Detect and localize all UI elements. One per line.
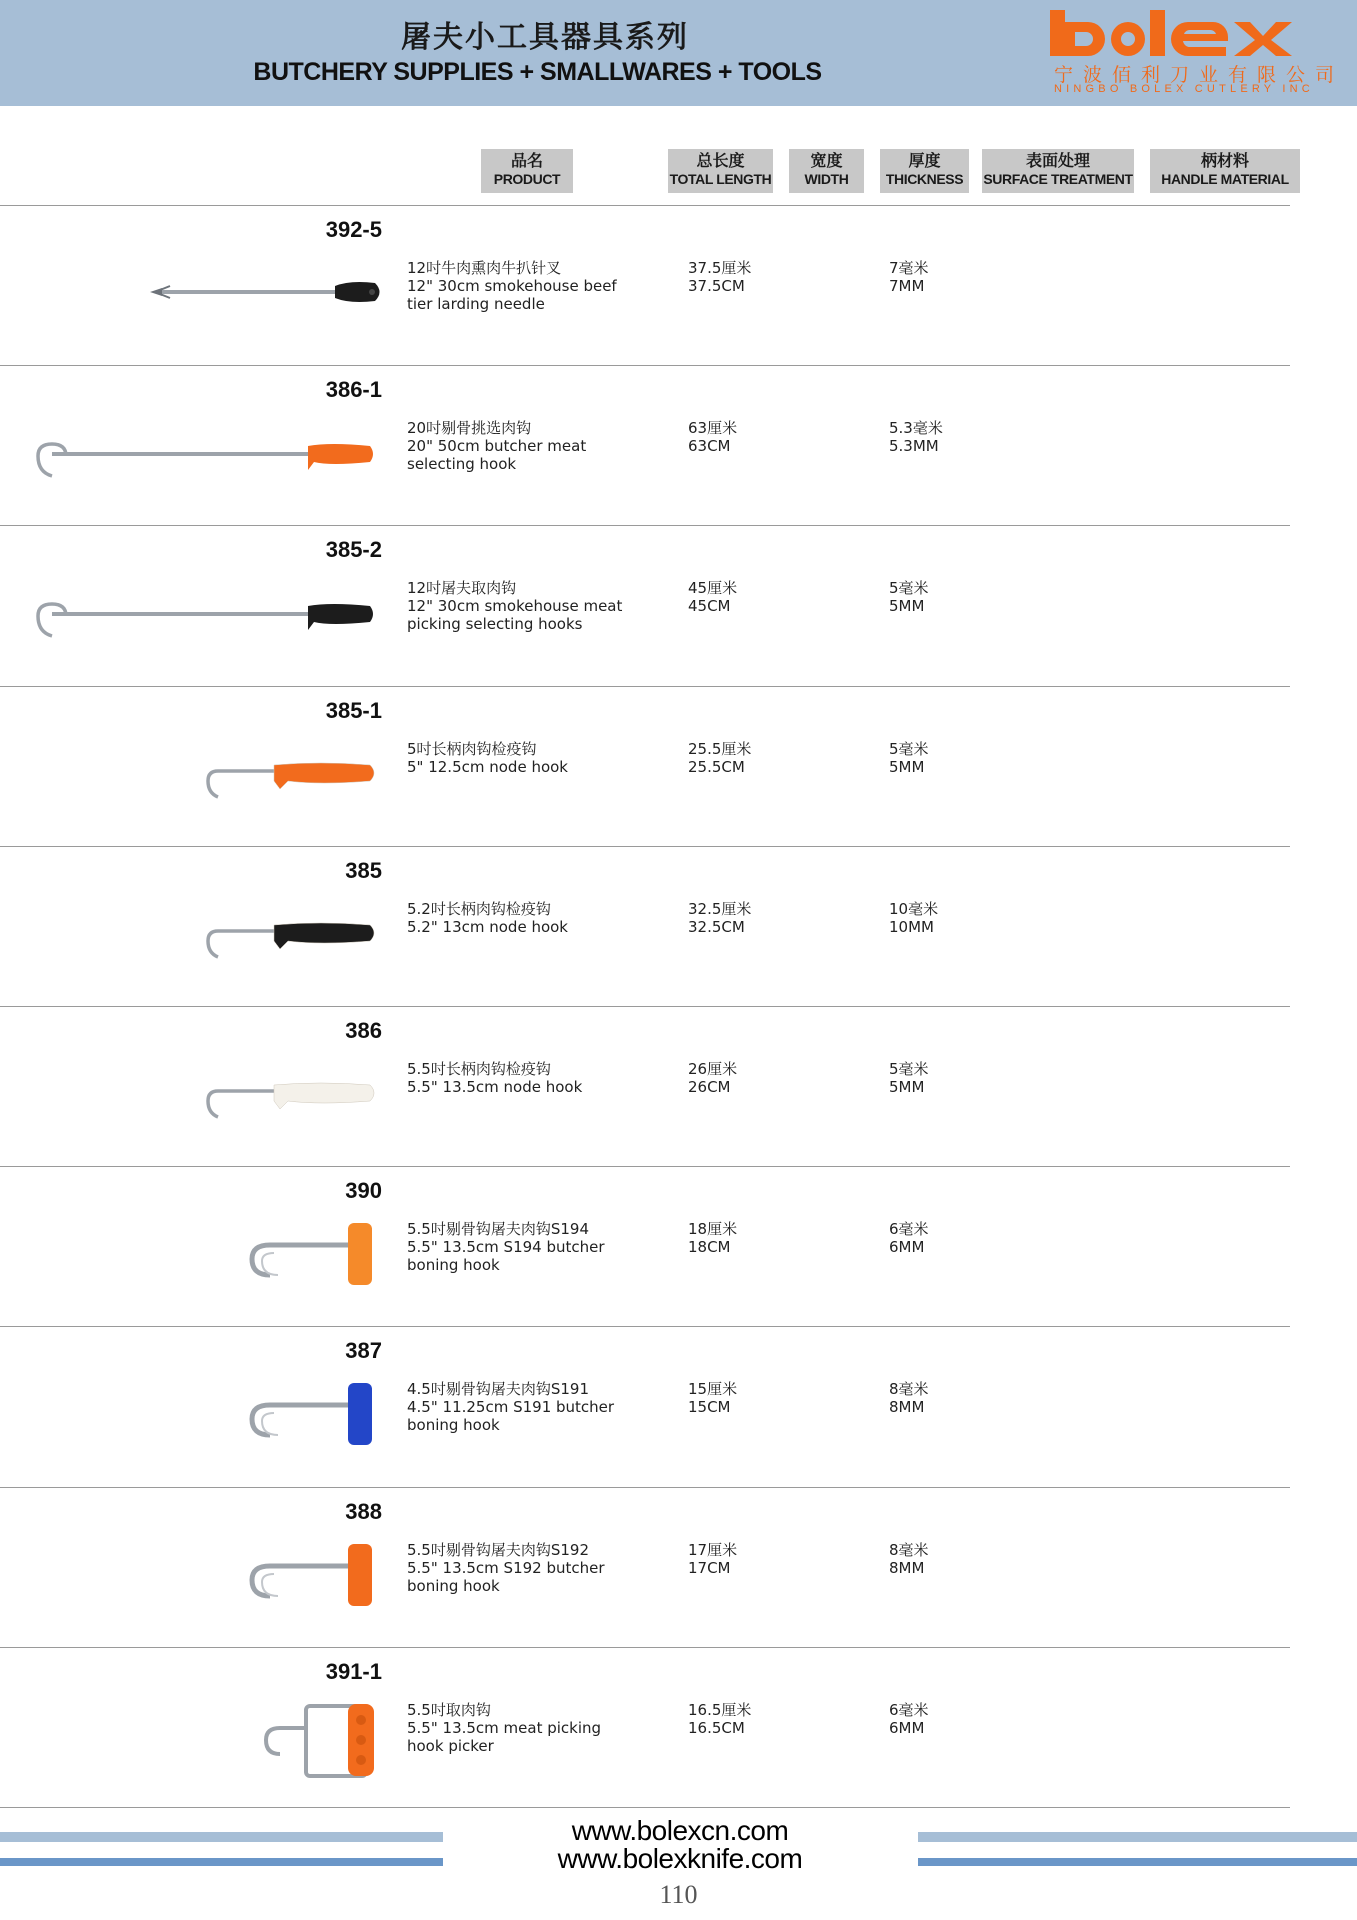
thickness-cn: 8毫米 (889, 1380, 929, 1399)
product-name-en: 12" 30cm smokehouse meat (407, 597, 623, 616)
product-name-en: 5.2" 13cm node hook (407, 917, 568, 936)
product-name-en: 5" 12.5cm node hook (407, 757, 568, 776)
product-code: 385-1 (325, 697, 382, 723)
column-header-width (789, 149, 864, 193)
thickness-en: 6MM (889, 1238, 925, 1257)
length-en: 63CM (688, 437, 731, 456)
thickness-cn: 6毫米 (889, 1700, 929, 1719)
product-description (407, 1701, 637, 1755)
table-row (0, 1166, 1357, 1326)
product-name-en: 5.5" 13.5cm node hook (407, 1078, 583, 1096)
length-en: 16.5CM (688, 1718, 745, 1737)
thickness-cn: 5毫米 (889, 1060, 929, 1078)
product-name-cn: 12吋屠夫取肉钩 (407, 579, 517, 598)
company-name-en: NINGBO BOLEX CUTLERY INC (1054, 83, 1314, 95)
boning-hook-icon (30, 1532, 390, 1622)
product-description (407, 579, 637, 633)
thickness-cn: 5毫米 (889, 739, 929, 758)
product-name-cn: 5.5吋取肉钩 (407, 1700, 491, 1719)
thickness-en: 6MM (889, 1718, 925, 1737)
product-code: 387 (345, 1338, 382, 1364)
product-name-en: 12" 30cm smokehouse beef (407, 277, 617, 295)
product-name-en: 5.5" 13.5cm S192 butcher (407, 1558, 605, 1577)
product-name-cn: 4.5吋剔骨钩屠夫肉钩S191 (407, 1380, 590, 1399)
product-name-cn: 12吋牛肉熏肉牛扒针叉 (407, 259, 562, 277)
long-hook-icon (30, 410, 390, 500)
total-length-cell (688, 579, 798, 615)
table-row (0, 205, 1357, 365)
product-code: 390 (345, 1178, 382, 1204)
larding-needle-icon (30, 250, 390, 340)
column-header-cn: 总长度 (696, 151, 745, 170)
table-row (0, 1006, 1357, 1166)
boning-hook-icon (30, 1211, 390, 1301)
frame-hook-icon (30, 1692, 390, 1782)
product-name-en: 4.5" 11.25cm S191 butcher (407, 1398, 615, 1417)
column-header-cn: 宽度 (810, 151, 843, 170)
product-code: 392-5 (325, 217, 382, 242)
length-en: 45CM (688, 597, 731, 616)
row-divider (0, 846, 1290, 847)
product-description (407, 1060, 637, 1096)
node-hook-icon (30, 1051, 390, 1141)
product-description (407, 1541, 637, 1595)
page-number: 110 (659, 1880, 698, 1909)
product-description (407, 1380, 637, 1434)
page-title-cn: 屠夫小工具器具系列 (401, 20, 689, 55)
thickness-cell (889, 259, 999, 295)
thickness-cn: 5毫米 (889, 579, 929, 598)
product-name-cn: 5.5吋剔骨钩屠夫肉钩S192 (407, 1540, 590, 1559)
column-header-cn: 柄材料 (1200, 151, 1249, 170)
product-name-en: 5.5" 13.5cm meat picking (407, 1718, 602, 1737)
thickness-cn: 5.3毫米 (889, 419, 943, 438)
length-cn: 16.5厘米 (688, 1700, 752, 1719)
page-header (0, 0, 1357, 106)
row-divider (0, 205, 1290, 206)
company-name-cn: 宁波佰利刀业有限公司 (1054, 64, 1345, 86)
website-link-bolexcn[interactable]: www.bolexcn.com (571, 1815, 789, 1846)
length-cn: 63厘米 (688, 419, 738, 438)
thickness-en: 10MM (889, 917, 934, 936)
table-row (0, 1326, 1357, 1486)
total-length-cell (688, 1060, 798, 1096)
column-header-cn: 厚度 (908, 151, 941, 170)
row-divider (0, 1647, 1290, 1648)
thickness-cn: 6毫米 (889, 1220, 929, 1239)
table-row (0, 1647, 1357, 1807)
length-cn: 26厘米 (688, 1060, 738, 1078)
total-length-cell (688, 1380, 798, 1416)
length-en: 37.5CM (688, 277, 745, 295)
thickness-cn: 10毫米 (889, 899, 939, 918)
product-code: 385 (345, 857, 382, 883)
column-header-cn: 表面处理 (1025, 151, 1090, 170)
column-header-cn: 品名 (510, 151, 543, 170)
product-name-en-cont: boning hook (407, 1576, 500, 1595)
bolex-logo-icon (1048, 10, 1308, 60)
product-name-en-cont: hook picker (407, 1736, 494, 1755)
thickness-cell (889, 1060, 999, 1096)
product-description (407, 259, 637, 313)
product-name-en-cont: picking selecting hooks (407, 615, 583, 634)
product-name-cn: 5.5吋长柄肉钩检疫钩 (407, 1060, 551, 1078)
total-length-cell (688, 1701, 798, 1737)
length-en: 17CM (688, 1558, 731, 1577)
column-header-thickness (880, 149, 969, 193)
column-header-en: HANDLE MATERIAL (1161, 171, 1289, 187)
footer-divider-right-dark (918, 1858, 1357, 1866)
long-hook-icon (30, 570, 390, 660)
length-en: 32.5CM (688, 917, 745, 936)
length-cn: 17厘米 (688, 1540, 738, 1559)
product-code: 386 (345, 1018, 382, 1043)
row-divider (0, 1326, 1290, 1327)
table-row (0, 686, 1357, 846)
thickness-cell (889, 900, 999, 936)
row-divider (0, 686, 1290, 687)
thickness-cell (889, 1701, 999, 1737)
boning-hook-icon (30, 1371, 390, 1461)
total-length-cell (688, 1541, 798, 1577)
product-name-en: 5.5" 13.5cm S194 butcher (407, 1238, 605, 1257)
column-header-handle-material (1150, 149, 1300, 193)
product-code: 385-2 (325, 537, 382, 563)
row-divider (0, 1006, 1290, 1007)
thickness-en: 8MM (889, 1398, 925, 1417)
length-cn: 45厘米 (688, 579, 738, 598)
product-description (407, 740, 637, 776)
column-header-en: PRODUCT (493, 171, 561, 187)
total-length-cell (688, 259, 798, 295)
column-header-en: THICKNESS (885, 171, 964, 187)
table-row (0, 846, 1357, 1006)
length-cn: 18厘米 (688, 1220, 738, 1239)
total-length-cell (688, 900, 798, 936)
total-length-cell (688, 1220, 798, 1256)
thickness-cell (889, 1220, 999, 1256)
table-row (0, 525, 1357, 685)
product-code: 386-1 (325, 377, 382, 403)
product-name-cn: 5.5吋剔骨钩屠夫肉钩S194 (407, 1220, 590, 1239)
thickness-cell (889, 740, 999, 776)
product-code: 391-1 (325, 1658, 382, 1684)
footer-divider-right (918, 1832, 1357, 1842)
column-header-en: WIDTH (804, 171, 849, 187)
footer-divider-left (0, 1832, 443, 1842)
product-description (407, 419, 637, 473)
website-link-bolexknife[interactable]: www.bolexknife.com (557, 1843, 803, 1874)
column-header-surface-treatment (982, 149, 1134, 193)
product-name-cn: 20吋剔骨挑选肉钩 (407, 419, 532, 438)
product-code: 388 (345, 1498, 382, 1524)
length-en: 15CM (688, 1398, 731, 1417)
footer-divider-left-dark (0, 1858, 443, 1866)
row-divider (0, 365, 1290, 366)
product-name-en-cont: boning hook (407, 1416, 500, 1435)
row-divider (0, 1487, 1290, 1488)
length-cn: 15厘米 (688, 1380, 738, 1399)
page-title-en: BUTCHERY SUPPLIES + SMALLWARES + TOOLS (253, 58, 822, 86)
thickness-en: 7MM (889, 277, 925, 295)
company-logo (1048, 10, 1345, 100)
column-header-product (481, 149, 573, 193)
total-length-cell (688, 740, 798, 776)
table-row (0, 365, 1357, 525)
product-name-cn: 5吋长柄肉钩检疫钩 (407, 739, 537, 758)
thickness-en: 5MM (889, 757, 925, 776)
thickness-en: 5MM (889, 1078, 925, 1096)
column-header-en: TOTAL LENGTH (669, 171, 772, 187)
product-description (407, 900, 637, 936)
product-description (407, 1220, 637, 1274)
length-cn: 25.5厘米 (688, 739, 752, 758)
thickness-en: 8MM (889, 1558, 925, 1577)
length-en: 26CM (688, 1078, 731, 1096)
thickness-cell (889, 1380, 999, 1416)
length-cn: 32.5厘米 (688, 899, 752, 918)
product-name-en-cont: tier larding needle (407, 295, 545, 313)
length-en: 25.5CM (688, 757, 745, 776)
node-hook-icon (30, 731, 390, 821)
product-name-en-cont: boning hook (407, 1256, 500, 1275)
node-hook-icon (30, 891, 390, 981)
product-name-en: 20" 50cm butcher meat (407, 437, 587, 456)
table-row (0, 1487, 1357, 1647)
thickness-en: 5MM (889, 597, 925, 616)
thickness-cn: 8毫米 (889, 1540, 929, 1559)
column-header-total-length (668, 149, 773, 193)
column-header-en: SURFACE TREATMENT (983, 171, 1133, 187)
row-divider (0, 1166, 1290, 1167)
thickness-cell (889, 1541, 999, 1577)
total-length-cell (688, 419, 798, 455)
product-name-cn: 5.2吋长柄肉钩检疫钩 (407, 899, 551, 918)
thickness-cell (889, 579, 999, 615)
row-divider (0, 525, 1290, 526)
thickness-en: 5.3MM (889, 437, 939, 456)
length-en: 18CM (688, 1238, 731, 1257)
row-divider (0, 1807, 1290, 1808)
length-cn: 37.5厘米 (688, 259, 752, 277)
thickness-cn: 7毫米 (889, 259, 929, 277)
product-name-en-cont: selecting hook (407, 455, 517, 474)
thickness-cell (889, 419, 999, 455)
